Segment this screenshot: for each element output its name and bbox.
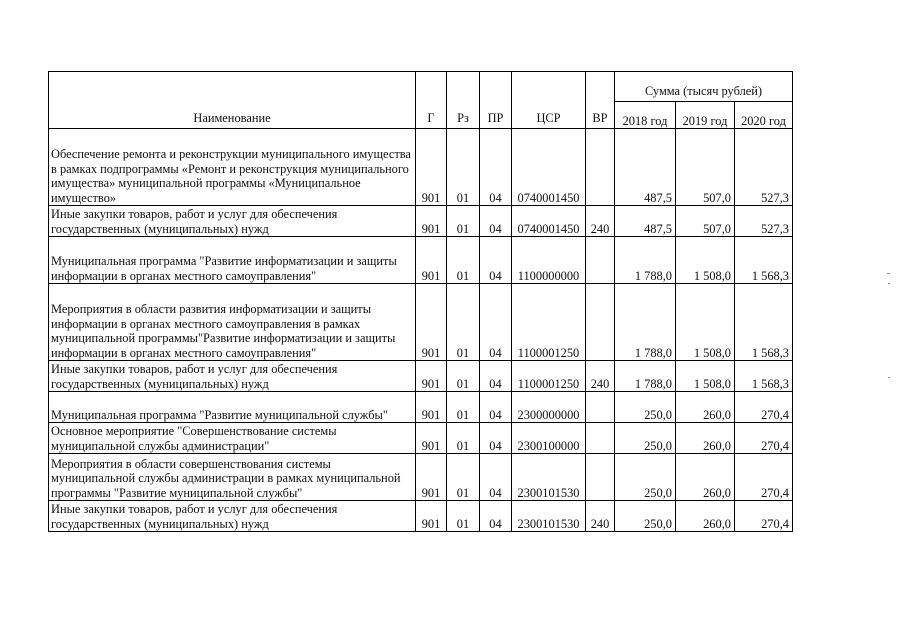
row-csr: 0740001450 — [512, 206, 586, 237]
row-sum-2018: 250,0 — [615, 454, 676, 501]
row-vr — [586, 392, 615, 423]
row-sum-2018: 250,0 — [615, 392, 676, 423]
scan-mark — [888, 377, 890, 378]
table-row — [49, 129, 793, 206]
row-rz: 01 — [447, 501, 480, 532]
row-sum-2018: 487,5 — [615, 206, 676, 237]
row-sum-2019: 507,0 — [676, 206, 735, 237]
row-rz: 01 — [447, 237, 480, 284]
row-sum-2018: 487,5 — [615, 129, 676, 206]
row-csr: 1100001250 — [512, 284, 586, 361]
header-pr: ПР — [480, 72, 512, 129]
row-pr: 04 — [480, 284, 512, 361]
row-rz: 01 — [447, 361, 480, 392]
row-pr: 04 — [480, 423, 512, 454]
row-csr: 0740001450 — [512, 129, 586, 206]
row-name: Муниципальная программа "Развитие информатизации и защиты информации в органах местного самоуправления" — [49, 237, 416, 284]
row-rz: 01 — [447, 206, 480, 237]
row-sum-2019: 507,0 — [676, 129, 735, 206]
row-vr — [586, 423, 615, 454]
row-pr: 04 — [480, 206, 512, 237]
row-name: Мероприятия в области совершенствования системы муниципальной службы администрации в рамках муниципальной программы "Развитие муниципальной службы" — [49, 454, 416, 501]
table-row — [49, 454, 793, 501]
row-csr: 1100000000 — [512, 237, 586, 284]
row-g: 901 — [416, 206, 447, 237]
row-sum-2020: 1 568,3 — [735, 237, 793, 284]
row-g: 901 — [416, 129, 447, 206]
row-rz: 01 — [447, 392, 480, 423]
row-sum-2020: 270,4 — [735, 454, 793, 501]
row-pr: 04 — [480, 392, 512, 423]
row-sum-2018: 250,0 — [615, 423, 676, 454]
row-name: Мероприятия в области развития информатизации и защиты информации в органах местного самоуправления в рамках муниципальной программы"Развитие информатизации и защиты информации в органах местного самоуправления" — [49, 284, 416, 361]
row-sum-2018: 1 788,0 — [615, 284, 676, 361]
row-sum-2020: 527,3 — [735, 206, 793, 237]
row-g: 901 — [416, 361, 447, 392]
row-pr: 04 — [480, 501, 512, 532]
row-pr: 04 — [480, 129, 512, 206]
row-g: 901 — [416, 237, 447, 284]
row-sum-2018: 1 788,0 — [615, 237, 676, 284]
table-header — [49, 72, 793, 129]
row-rz: 01 — [447, 129, 480, 206]
header-year-2019: 2019 год — [676, 102, 735, 129]
row-sum-2020: 527,3 — [735, 129, 793, 206]
row-vr: 240 — [586, 501, 615, 532]
row-sum-2020: 270,4 — [735, 423, 793, 454]
header-year-2020: 2020 год — [735, 102, 793, 129]
header-rz: Рз — [447, 72, 480, 129]
row-name: Обеспечение ремонта и реконструкции муниципального имущества в рамках подпрограммы «Ремонт и реконструкция муниципального имущества» муниципальной программы «Муниципальное имущество» — [49, 129, 416, 206]
row-vr — [586, 284, 615, 361]
row-sum-2020: 270,4 — [735, 392, 793, 423]
row-name: Иные закупки товаров, работ и услуг для обеспечения государственных (муниципальных) нужд — [49, 206, 416, 237]
row-vr: 240 — [586, 206, 615, 237]
header-row-top — [49, 72, 793, 102]
row-g: 901 — [416, 423, 447, 454]
row-sum-2018: 250,0 — [615, 501, 676, 532]
table-row — [49, 361, 793, 392]
row-name: Основное мероприятие "Совершенствование системы муниципальной службы администрации" — [49, 423, 416, 454]
row-csr: 2300101530 — [512, 501, 586, 532]
table-row — [49, 206, 793, 237]
row-name: Муниципальная программа "Развитие муниципальной службы" — [49, 392, 416, 423]
header-g: Г — [416, 72, 447, 129]
scan-mark — [887, 273, 890, 274]
row-sum-2018: 1 788,0 — [615, 361, 676, 392]
row-name: Иные закупки товаров, работ и услуг для обеспечения государственных (муниципальных) нужд — [49, 361, 416, 392]
row-sum-2019: 260,0 — [676, 501, 735, 532]
row-sum-2020: 1 568,3 — [735, 284, 793, 361]
row-g: 901 — [416, 392, 447, 423]
header-sum-title: Сумма (тысяч рублей) — [615, 72, 793, 102]
row-sum-2019: 260,0 — [676, 423, 735, 454]
row-csr: 2300101530 — [512, 454, 586, 501]
row-rz: 01 — [447, 284, 480, 361]
row-vr — [586, 237, 615, 284]
table-body — [49, 129, 793, 532]
row-sum-2019: 1 508,0 — [676, 237, 735, 284]
row-g: 901 — [416, 284, 447, 361]
row-pr: 04 — [480, 454, 512, 501]
row-sum-2019: 260,0 — [676, 454, 735, 501]
row-sum-2019: 1 508,0 — [676, 361, 735, 392]
row-vr: 240 — [586, 361, 615, 392]
row-vr — [586, 129, 615, 206]
row-sum-2020: 1 568,3 — [735, 361, 793, 392]
row-sum-2019: 260,0 — [676, 392, 735, 423]
row-csr: 2300100000 — [512, 423, 586, 454]
table-row — [49, 423, 793, 454]
table-row — [49, 392, 793, 423]
budget-table — [48, 71, 793, 532]
row-pr: 04 — [480, 361, 512, 392]
row-sum-2019: 1 508,0 — [676, 284, 735, 361]
row-rz: 01 — [447, 454, 480, 501]
header-csr: ЦСР — [512, 72, 586, 129]
row-vr — [586, 454, 615, 501]
row-g: 901 — [416, 501, 447, 532]
header-name: Наименование — [49, 72, 416, 129]
header-year-2018: 2018 год — [615, 102, 676, 129]
header-vr: ВР — [586, 72, 615, 129]
row-pr: 04 — [480, 237, 512, 284]
scan-mark — [888, 283, 890, 284]
row-name: Иные закупки товаров, работ и услуг для обеспечения государственных (муниципальных) нужд — [49, 501, 416, 532]
row-rz: 01 — [447, 423, 480, 454]
row-csr: 1100001250 — [512, 361, 586, 392]
table-row — [49, 501, 793, 532]
table-row — [49, 284, 793, 361]
table-row — [49, 237, 793, 284]
row-g: 901 — [416, 454, 447, 501]
row-sum-2020: 270,4 — [735, 501, 793, 532]
row-csr: 2300000000 — [512, 392, 586, 423]
